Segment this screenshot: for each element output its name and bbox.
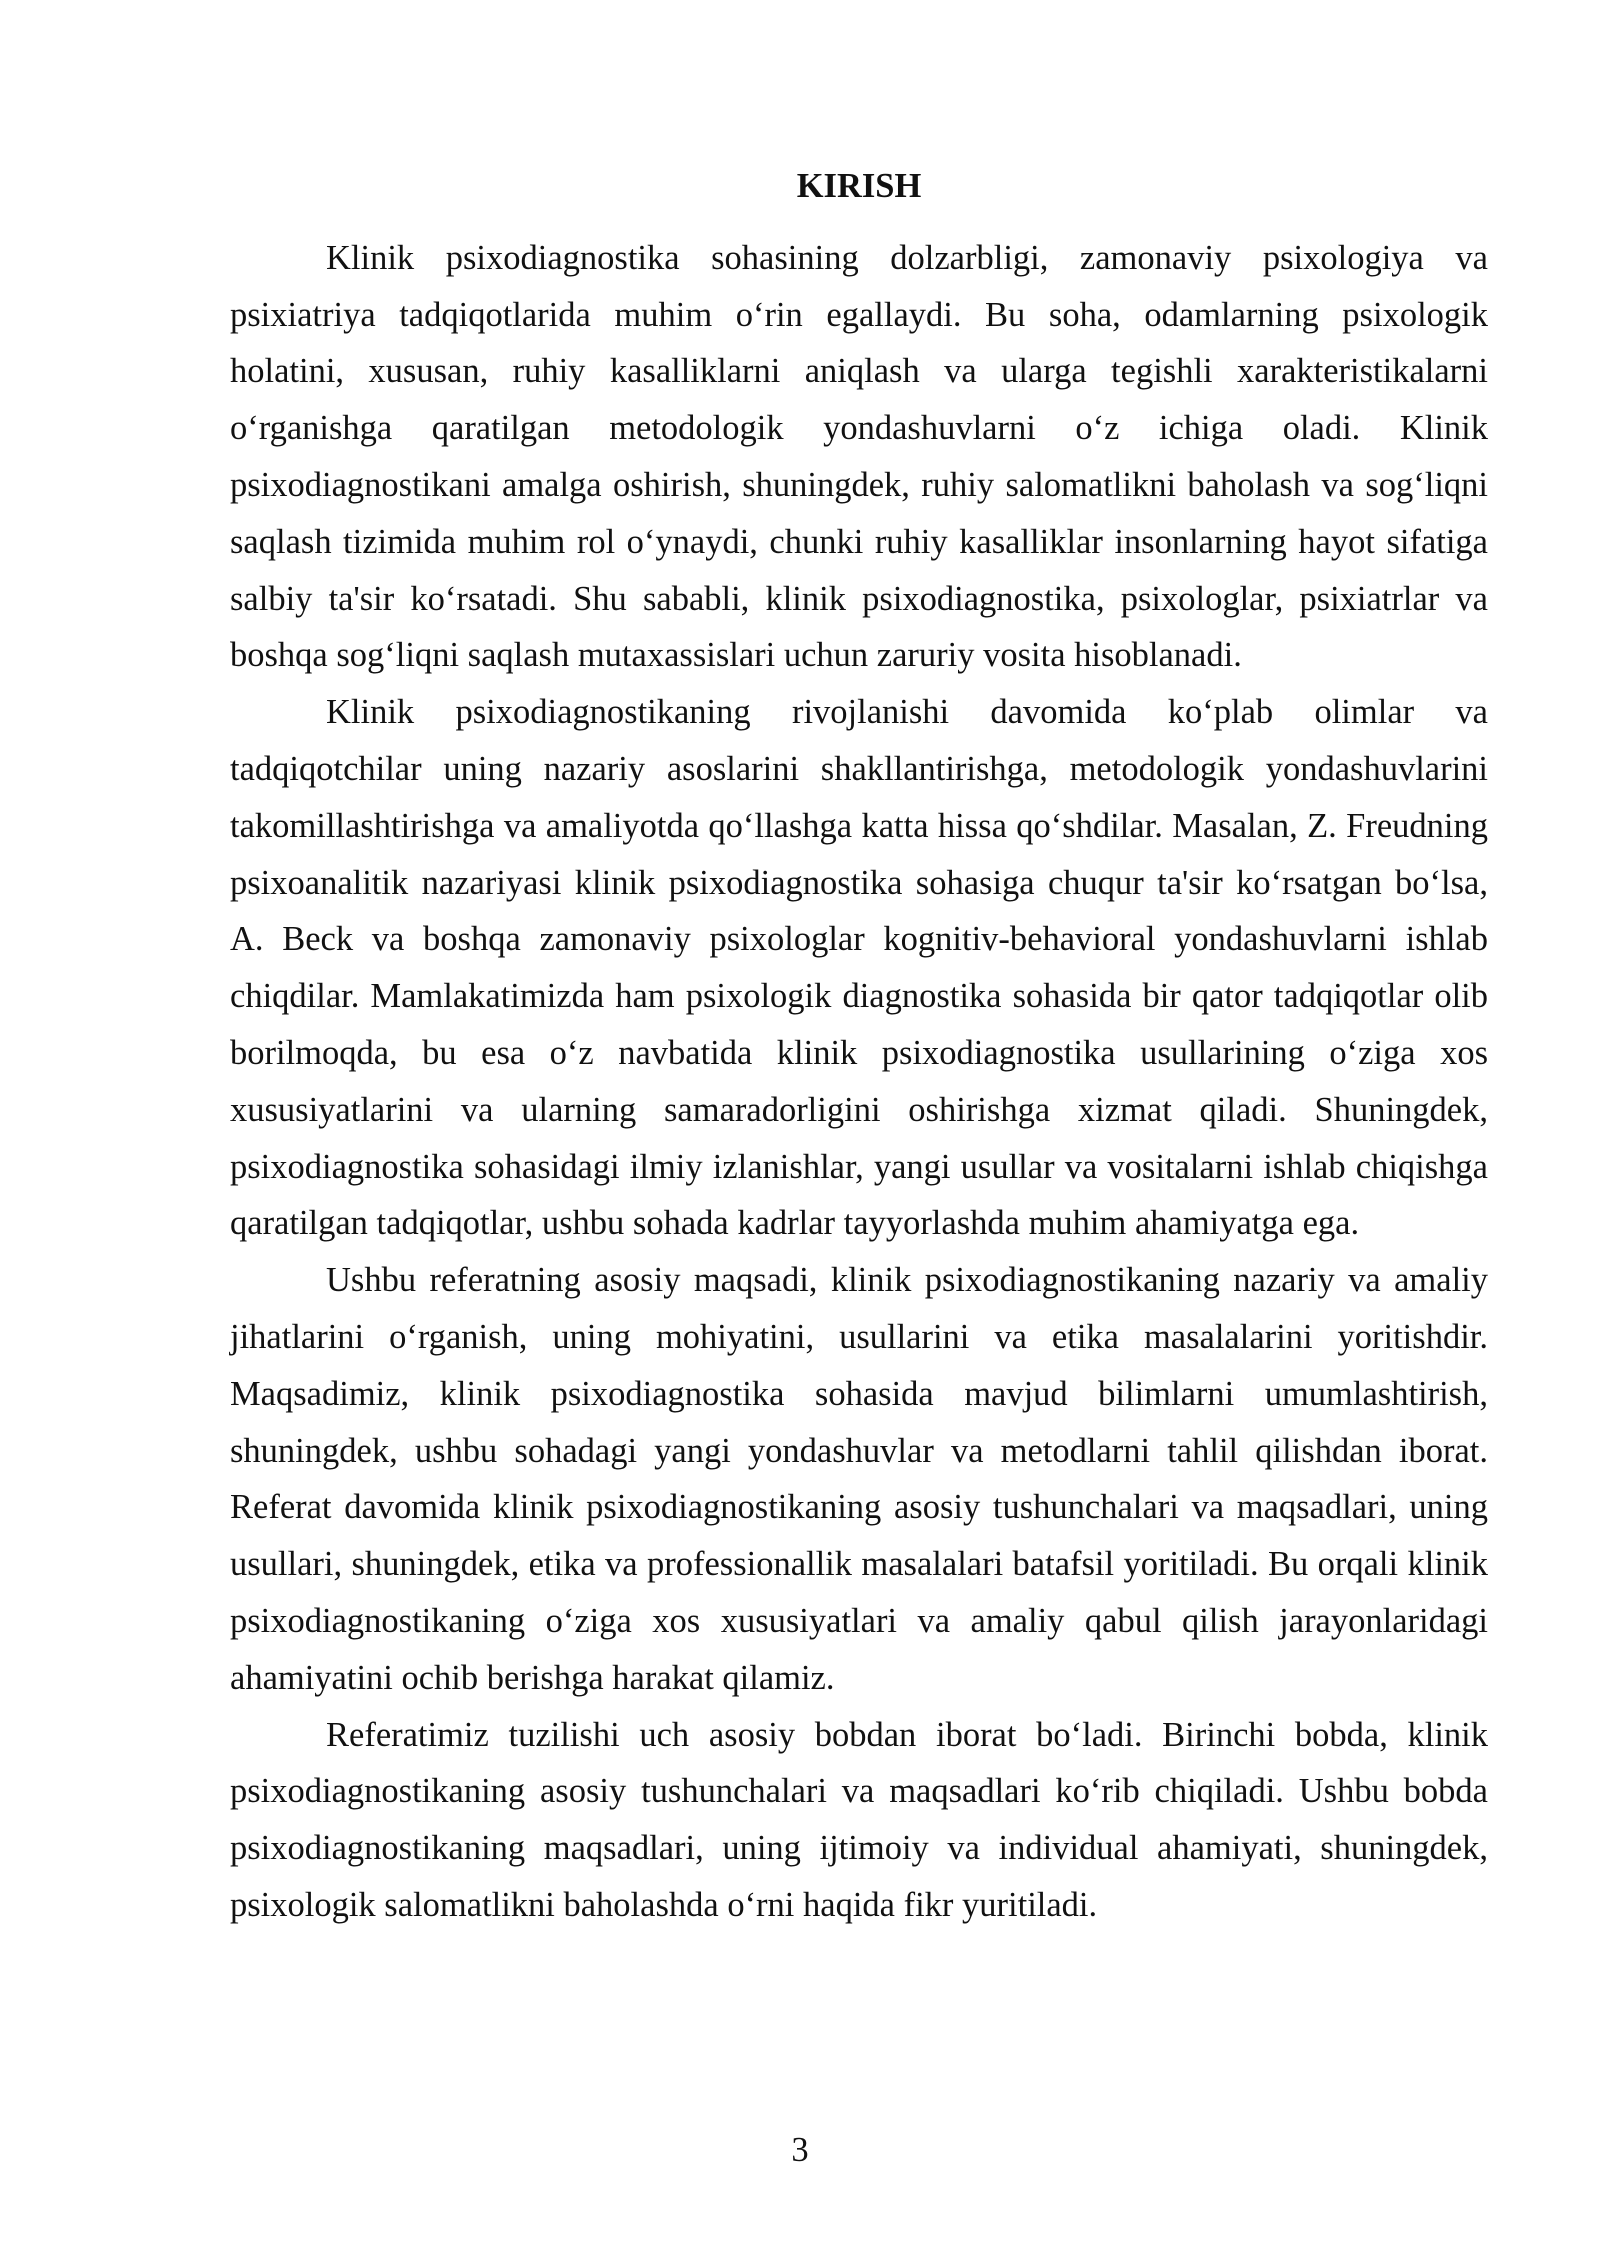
paragraph-4: Referatimiz tuzilishi uch asosiy bobdan iborat bo‘ladi. Birinchi bobda, klinik psixodiagnostikaning asosiy tushunchalari va maqsadlari ko‘rib chiqiladi. Ushbu bobda psixodiagnostikaning maqsadlari, uning ijtimoiy va individual ahamiyati, shuningdek, psixologik salomatlikni baholashda o‘rni haqida fikr yuritiladi. <box>230 1715 1488 1924</box>
paragraph-1: Klinik psixodiagnostika sohasining dolzarbligi, zamonaviy psixologiya va psixiatriya tadqiqotlarida muhim o‘rin egallaydi. Bu soha, odamlarning psixologik holatini, xususan, ruhiy kasalliklarni aniqlash va ularga tegishli xarakteristikalarni o‘rganishga qaratilgan metodologik yondashuvlarni o‘z ichiga oladi. Klinik psixodiagnostikani amalga oshirish, shuningdek, ruhiy salomatlikni baholash va sog‘liqni saqlash tizimida muhim rol o‘ynaydi, chunki ruhiy kasalliklar insonlarning hayot sifatiga salbiy ta'sir ko‘rsatadi. Shu sababli, klinik psixodiagnostika, psixologlar, psixiatrlar va boshqa sog‘liqni saqlash mutaxassislari uchun zaruriy vosita hisoblanadi. <box>230 238 1488 675</box>
page-content <box>230 158 1488 1934</box>
page-number: 3 <box>791 2131 809 2169</box>
section-title: KIRISH <box>796 167 922 205</box>
paragraph-2: Klinik psixodiagnostikaning rivojlanishi davomida ko‘plab olimlar va tadqiqotchilar uning nazariy asoslarini shakllantirishga, metodologik yondashuvlarini takomillashtirishga va amaliyotda qo‘llashga katta hissa qo‘shdilar. Masalan, Z. Freudning psixoanalitik nazariyasi klinik psixodiagnostika sohasiga chuqur ta'sir ko‘rsatgan bo‘lsa, A. Beck va boshqa zamonaviy psixologlar kognitiv-behavioral yondashuvlarni ishlab chiqdilar. Mamlakatimizda ham psixologik diagnostika sohasida bir qator tadqiqotlar olib borilmoqda, bu esa o‘z navbatida klinik psixodiagnostika usullarining o‘ziga xos xususiyatlarini va ularning samaradorligini oshirishga xizmat qiladi. Shuningdek, psixodiagnostika sohasidagi ilmiy izlanishlar, yangi usullar va vositalarni ishlab chiqishga qaratilgan tadqiqotlar, ushbu sohada kadrlar tayyorlashda muhim ahamiyatga ega. <box>230 693 1488 1243</box>
paragraph-3: Ushbu referatning asosiy maqsadi, klinik psixodiagnostikaning nazariy va amaliy jihatlarini o‘rganish, uning mohiyatini, usullarini va etika masalalarini yoritishdir. Maqsadimiz, klinik psixodiagnostika sohasida mavjud bilimlarni umumlashtirish, shuningdek, ushbu sohadagi yangi yondashuvlar va metodlarni tahlil qilishdan iborat. Referat davomida klinik psixodiagnostikaning asosiy tushunchalari va maqsadlari, uning usullari, shuningdek, etika va professionallik masalalari batafsil yoritiladi. Bu orqali klinik psixodiagnostikaning o‘ziga xos xususiyatlari va amaliy qabul qilish jarayonlaridagi ahamiyatini ochib berishga harakat qilamiz. <box>230 1261 1488 1697</box>
